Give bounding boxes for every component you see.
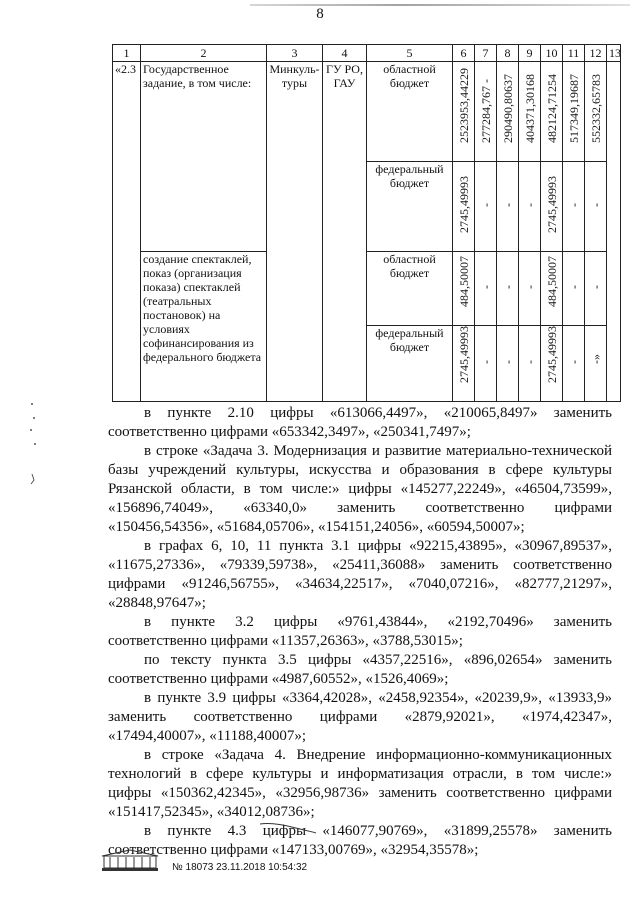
value-cell (585, 252, 607, 326)
value-cell (497, 326, 519, 402)
value-cell (585, 162, 607, 252)
funding-source: областной бюджет (367, 62, 453, 162)
value-text: 484,50007 (544, 256, 559, 307)
value-cell (497, 162, 519, 252)
value-cell (563, 326, 585, 402)
row-name-state-task: Государственное задание, в том числе: (141, 62, 267, 252)
paragraph: в пункте 3.9 цифры «3364,42028», «2458,92354», «20239,9», «13933,9» заменить соответственно цифрами «2879,92021», «1974,42347», «17494,40007», «11188,40007»; (108, 690, 612, 744)
signature-stroke-icon (258, 820, 318, 834)
value-text: - (500, 202, 515, 207)
paragraph: по тексту пункта 3.5 цифры «4357,22516», «896,02654» заменить соответственно цифрами «4987,60552», «1526,4069»; (108, 652, 612, 687)
value-cell (563, 162, 585, 252)
value-text: 2745,49993 (544, 326, 559, 383)
value-cell (497, 252, 519, 326)
value-cell (563, 252, 585, 326)
header-cell: 13 (607, 45, 621, 62)
budget-table (112, 44, 621, 402)
value-cell (541, 252, 563, 326)
header-cell: 2 (141, 45, 267, 62)
value-cell (519, 162, 541, 252)
building-stamp-icon (100, 848, 160, 872)
value-text: 2523953,44229 (456, 68, 471, 143)
header-cell: 7 (475, 45, 497, 62)
value-cell (519, 62, 541, 162)
paragraph: в строке «Задача 4. Внедрение информационно-коммуникационных технологий в сфере культуры и информатизация отрасли, в том числе:» цифры «150362,42345», «32956,98736» заменить соответственно цифрами «151417,52345», «34012,08736»; (108, 747, 612, 820)
paragraph: в графах 6, 10, 11 пункта 3.1 цифры «92215,43895», «30967,89537», «11675,27336», «79339,59738», «25411,36088» заменить соответственно цифрами «91246,56755», «34634,22517», «7040,07216», «82777,21297», «28848,97647»; (108, 538, 612, 611)
value-cell (519, 326, 541, 402)
header-cell: 9 (519, 45, 541, 62)
value-text: 404371,30168 (522, 74, 537, 143)
value-text: - (478, 202, 493, 207)
value-text: - (566, 284, 581, 289)
header-cell: 12 (585, 45, 607, 62)
value-text: 2745,49993 (456, 326, 471, 383)
value-text: - (522, 359, 537, 364)
document-footer (100, 848, 360, 888)
row-number: «2.3 (113, 62, 141, 402)
page-number: 8 (316, 6, 324, 22)
header-cell: 4 (323, 45, 367, 62)
amendment-text (108, 404, 612, 860)
value-text: - (588, 202, 603, 207)
value-cell (563, 62, 585, 162)
row-name-performances: создание спектаклей, показ (организация показа) спектаклей (театральных постановок) на условиях софинансирования из федерального бюджета (141, 252, 267, 402)
funding-source: областной бюджет (367, 252, 453, 326)
value-text: - (500, 359, 515, 364)
value-cell (541, 326, 563, 402)
empty-cell (607, 62, 621, 402)
value-cell (519, 252, 541, 326)
header-cell: 3 (267, 45, 323, 62)
recipient-cell: ГУ РО, ГАУ (323, 62, 367, 402)
value-text: 482124,71254 (544, 74, 559, 143)
header-cell: 10 (541, 45, 563, 62)
funding-source: федеральный бюджет (367, 162, 453, 252)
value-cell (541, 162, 563, 252)
value-text: - (478, 284, 493, 289)
value-text: - (522, 202, 537, 207)
paragraph: в пункте 3.2 цифры «9761,43844», «2192,70496» заменить соответственно цифрами «11357,26363», «3788,53015»; (108, 614, 612, 649)
value-text: -» (588, 353, 603, 364)
value-text: 277284,767 - (478, 79, 493, 143)
margin-scan-marks (26, 400, 46, 490)
value-text: - (566, 202, 581, 207)
value-cell (453, 326, 475, 402)
value-text: - (500, 284, 515, 289)
value-text: - (522, 284, 537, 289)
document-registration-number: № 18073 23.11.2018 10:54:32 (172, 862, 308, 873)
paragraph: в пункте 4.3 цифры «146077,90769», «31899,25578» заменить соответственно цифрами «147133,00769», «32954,35578»; (108, 823, 612, 858)
header-cell: 1 (113, 45, 141, 62)
header-cell: 11 (563, 45, 585, 62)
value-text: - (566, 359, 581, 364)
value-cell (497, 62, 519, 162)
value-text: 2745,49993 (456, 176, 471, 233)
value-cell (585, 62, 607, 162)
paragraph: в пункте 2.10 цифры «613066,4497», «210065,8497» заменить соответственно цифрами «653342,3497», «250341,7497»; (108, 405, 612, 440)
value-cell (453, 62, 475, 162)
value-cell (541, 62, 563, 162)
executor-cell: Минкуль-туры (267, 62, 323, 402)
value-text: 517349,19687 (566, 74, 581, 143)
header-cell: 8 (497, 45, 519, 62)
value-text: 552332,65783 (588, 74, 603, 143)
value-cell (453, 162, 475, 252)
table-row (113, 252, 621, 326)
value-text: 2745,49993 (544, 176, 559, 233)
paragraph: в строке «Задача 3. Модернизация и развитие материально-технической базы учреждений культуры, искусства и образования в сфере культуры Рязанской области, в том числе:» цифры «145277,22249», «46504,73599», «156896,74049», «63340,0» заменить соответственно цифрами «150456,54356», «51684,05706», «154151,24056», «60594,50007»; (108, 443, 612, 535)
table-row (113, 62, 621, 162)
value-text: - (478, 359, 493, 364)
value-text: - (588, 284, 603, 289)
value-cell (453, 252, 475, 326)
table-header-row (113, 45, 621, 62)
value-text: 484,50007 (456, 256, 471, 307)
value-cell (585, 326, 607, 402)
value-cell (475, 252, 497, 326)
value-text: 290490,80637 (500, 74, 515, 143)
value-cell (475, 326, 497, 402)
funding-source: федеральный бюджет (367, 326, 453, 402)
margin-dots-icon (26, 400, 46, 490)
value-cell (475, 62, 497, 162)
header-cell: 5 (367, 45, 453, 62)
header-cell: 6 (453, 45, 475, 62)
value-cell (475, 162, 497, 252)
